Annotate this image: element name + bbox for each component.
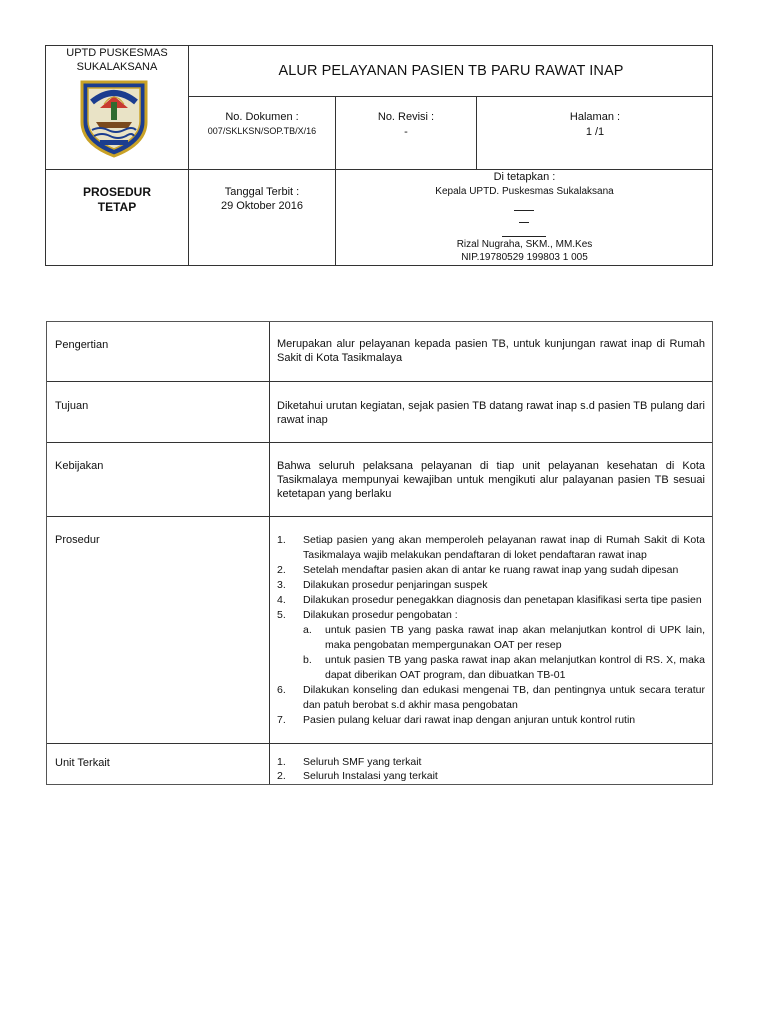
unit-number: 2. [277,770,286,782]
row-label-pengertian: Pengertian [55,339,109,351]
step-number: 3. [277,579,286,591]
step-number: 6. [277,684,286,696]
signature-line-3 [502,236,546,237]
revision-value: - [404,126,408,138]
list-item [277,533,705,563]
doc-number-value: 007/SKLKSN/SOP.TB/X/16 [207,126,317,136]
signature-line-2 [519,222,529,223]
set-by-position: Kepala UPTD. Puskesmas Sukalaksana [435,186,614,197]
body-column-divider [269,322,270,784]
step-number: 4. [277,594,286,606]
row-label-kebijakan: Kebijakan [55,460,104,472]
unit-number: 1. [277,756,286,768]
substep-text: untuk pasien TB yang paska rawat inap akan melanjutkan kontrol di RS. X, maka dapat diberikan OAT program, dan dibuatkan TB-01 [325,654,705,681]
unit-text: Seluruh SMF yang terkait [303,756,422,768]
header-divider-h1 [188,96,713,97]
list-item [277,755,705,769]
step-number: 2. [277,564,286,576]
step-text: Dilakukan prosedur pengobatan : [303,609,458,621]
step-number: 1. [277,534,286,546]
org-name-line1: UPTD PUSKESMAS [66,47,168,59]
procedure-steps-list [277,533,705,728]
list-item [277,653,705,683]
list-item [277,608,705,623]
unit-text: Seluruh Instalasi yang terkait [303,770,438,782]
substep-letter: b. [303,654,312,666]
list-item [277,769,705,783]
row-divider-2 [47,442,712,443]
row-text-pengertian: Merupakan alur pelayanan kepada pasien TB, untuk kunjungan rawat inap di Rumah Sakit di Kota Tasikmalaya [277,338,705,364]
step-text: Dilakukan konseling dan edukasi mengenai TB, dan pentingnya untuk secara teratur dan patuh berobat s.d akhir masa pengobatan [303,684,705,711]
step-number: 7. [277,714,286,726]
row-divider-1 [47,381,712,382]
related-units-list [277,755,705,783]
sop-content-table [46,321,713,785]
procedure-type-line2: TETAP [97,200,137,214]
substep-text: untuk pasien TB yang paska rawat inap akan melanjutkan kontrol di UPK lain, maka pengobatan mempergunakan OAT per resep [325,624,705,651]
row-text-tujuan: Diketahui urutan kegiatan, sejak pasien TB datang rawat inap s.d pasien TB pulang dari rawat inap [277,400,705,426]
signature-line-1 [514,210,534,211]
row-label-tujuan: Tujuan [55,400,89,412]
step-text: Setiap pasien yang akan memperoleh pelayanan rawat inap di Rumah Sakit di Kota Tasikmalaya wajib melakukan pendaftaran di loket pendaftaran rawat inap [303,534,705,561]
list-item [277,593,705,608]
signer-name: Rizal Nugraha, SKM., MM.Kes [456,239,593,250]
procedure-type-line1: PROSEDUR [82,185,151,199]
list-item [277,683,705,713]
city-emblem-logo [78,78,150,158]
row-label-unit-terkait: Unit Terkait [55,757,110,769]
issue-date-value: 29 Oktober 2016 [221,200,303,212]
step-text: Dilakukan prosedur penegakkan diagnosis dan penetapan klasifikasi serta tipe pasien [303,594,702,606]
step-text: Setelah mendaftar pasien akan di antar ke ruang rawat inap yang sudah dipesan [303,564,679,576]
list-item [277,713,705,728]
signer-nip: NIP.19780529 199803 1 005 [461,252,588,263]
row-divider-4 [47,743,712,744]
list-item [277,563,705,578]
org-name-line2: SUKALAKSANA [76,61,158,73]
page-value: 1 /1 [585,126,605,138]
list-item [277,623,705,653]
step-text: Dilakukan prosedur penjaringan suspek [303,579,488,591]
row-text-kebijakan: Bahwa seluruh pelaksana pelayanan di tiap unit pelayanan kesehatan di Kota Tasikmalaya mempunyai kewajiban untuk mengikuti alur palayanan pasien TB sesuai ketetapan yang berlaku [277,460,705,500]
doc-number-label: No. Dokumen : [225,111,299,123]
issue-date-label: Tanggal Terbit : [224,186,300,198]
document-title: ALUR PELAYANAN PASIEN TB PARU RAWAT INAP [278,63,624,79]
revision-label: No. Revisi : [377,111,435,123]
page-label: Halaman : [569,111,621,123]
step-number: 5. [277,609,286,621]
header-divider-h2 [45,169,713,170]
row-label-prosedur: Prosedur [55,534,100,546]
substep-letter: a. [303,624,312,636]
step-text: Pasien pulang keluar dari rawat inap dengan anjuran untuk kontrol rutin [303,714,636,726]
row-divider-3 [47,516,712,517]
list-item [277,578,705,593]
set-by-label: Di tetapkan : [493,171,556,183]
